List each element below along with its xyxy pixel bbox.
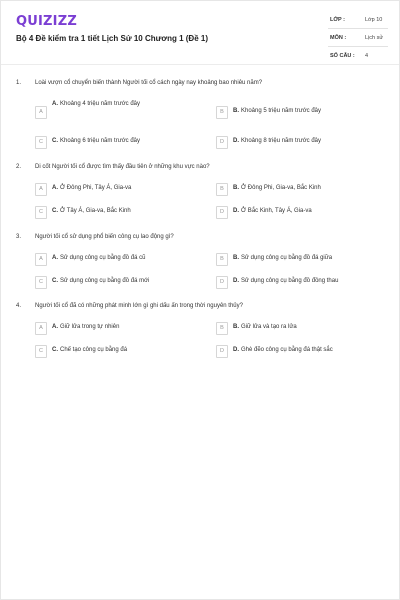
option-checkbox[interactable]: A xyxy=(35,253,47,266)
option-letter: D. xyxy=(233,347,239,353)
option-letter: B. xyxy=(233,324,239,330)
question-text: Di cốt Người tối cổ được tìm thấy đầu tiên ở những khu vực nào? xyxy=(35,164,210,170)
option-text: Sử dụng công cụ bằng đồ đồng thau xyxy=(241,278,339,284)
option-letter: D. xyxy=(233,208,239,214)
option-letter: C. xyxy=(52,208,58,214)
meta-value: Lớp 10 xyxy=(365,17,383,23)
document-title: Bộ 4 Đề kiểm tra 1 tiết Lịch Sử 10 Chương 1 (Đề 1) xyxy=(16,34,208,43)
option-text: Giữ lửa trong tự nhiên xyxy=(60,324,120,330)
option-checkbox[interactable]: B xyxy=(216,322,228,335)
option-text: Khoảng 4 triệu năm trước đây xyxy=(60,101,140,107)
meta-row-grade xyxy=(328,12,388,29)
option-checkbox[interactable]: A xyxy=(35,106,47,119)
option-letter: B. xyxy=(233,108,239,114)
option-text: Chế tạo công cụ bằng đá xyxy=(60,347,128,353)
meta-row-subject xyxy=(328,30,388,47)
option-letter: B. xyxy=(233,185,239,191)
option-text: Khoảng 8 triệu năm trước đây xyxy=(241,138,321,144)
option-checkbox[interactable]: B xyxy=(216,253,228,266)
meta-label: LỚP : xyxy=(330,17,345,23)
option-letter: C. xyxy=(52,278,58,284)
option-letter: D. xyxy=(233,278,239,284)
option-checkbox[interactable]: C xyxy=(35,345,47,358)
option-letter: A. xyxy=(52,101,58,107)
quizizz-logo: QUIZIZZ xyxy=(16,14,77,29)
option-text: Khoảng 5 triệu năm trước đây xyxy=(241,108,321,114)
option-text: Khoảng 6 triệu năm trước đây xyxy=(60,138,140,144)
question-number: 1. xyxy=(16,80,22,86)
meta-panel xyxy=(328,12,388,66)
option-checkbox[interactable]: A xyxy=(35,183,47,196)
question-number: 3. xyxy=(16,234,22,240)
question-number: 4. xyxy=(16,303,22,309)
option-text: Ở Bắc Kinh, Tây Á, Gia-va xyxy=(241,208,312,214)
question-text: Người tối cổ đã có những phát minh lớn gì ghi dấu ấn trong thời nguyên thủy? xyxy=(35,303,243,309)
option-text: Ở Đông Phi, Gia-va, Bắc Kinh xyxy=(241,185,321,191)
option-text: Ghè đẽo công cụ bằng đá thật sắc xyxy=(241,347,333,353)
option-text: Giữ lửa và tạo ra lửa xyxy=(241,324,297,330)
meta-label: MÔN : xyxy=(330,35,347,41)
option-checkbox[interactable]: A xyxy=(35,322,47,335)
option-letter: A. xyxy=(52,255,58,261)
meta-label: SỐ CÂU : xyxy=(330,53,355,59)
question-number: 2. xyxy=(16,164,22,170)
option-text: Sử dụng công cụ bằng đồ đá giữa xyxy=(241,255,333,261)
option-checkbox[interactable]: C xyxy=(35,136,47,149)
option-checkbox[interactable]: B xyxy=(216,106,228,119)
question-text: Người tối cổ sử dụng phổ biến công cụ lao động gì? xyxy=(35,234,174,240)
meta-value: Lịch sử xyxy=(365,35,384,41)
option-checkbox[interactable]: D xyxy=(216,345,228,358)
option-text: Ở Tây Á, Gia-va, Bắc Kinh xyxy=(60,208,131,214)
option-letter: A. xyxy=(52,324,58,330)
option-checkbox[interactable]: D xyxy=(216,136,228,149)
option-checkbox[interactable]: B xyxy=(216,183,228,196)
option-text: Sử dụng công cụ bằng đồ đá cũ xyxy=(60,255,146,261)
meta-value: 4 xyxy=(365,53,369,59)
option-letter: C. xyxy=(52,347,58,353)
option-checkbox[interactable]: C xyxy=(35,206,47,219)
option-letter: A. xyxy=(52,185,58,191)
option-letter: D. xyxy=(233,138,239,144)
option-checkbox[interactable]: D xyxy=(216,276,228,289)
option-checkbox[interactable]: D xyxy=(216,206,228,219)
header-divider xyxy=(1,64,399,65)
option-letter: B. xyxy=(233,255,239,261)
option-checkbox[interactable]: C xyxy=(35,276,47,289)
question-text: Loài vượn cổ chuyển biến thành Người tối cổ cách ngày nay khoảng bao nhiêu năm? xyxy=(35,80,263,86)
option-text: Sử dụng công cụ bằng đồ đá mới xyxy=(60,278,150,284)
option-text: Ở Đông Phi, Tây Á, Gia-va xyxy=(60,185,132,191)
option-letter: C. xyxy=(52,138,58,144)
meta-row-question-count xyxy=(328,48,388,65)
